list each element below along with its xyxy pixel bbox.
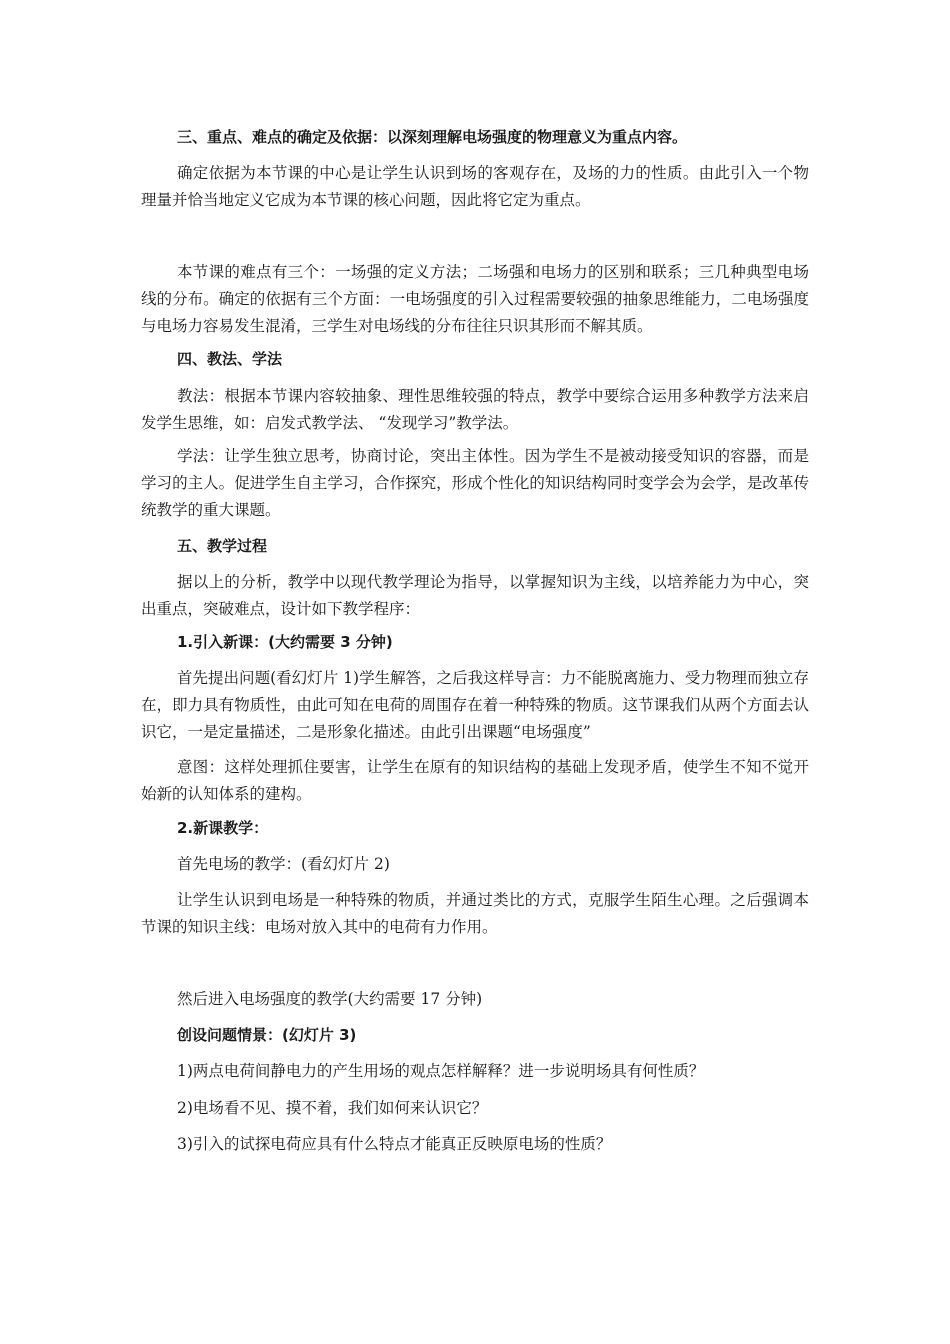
subsection-2-paragraph-3: 然后进入电场强度的教学(大约需要 17 分钟) (177, 990, 483, 1008)
section-3-paragraph-1: 确定依据为本节课的中心是让学生认识到场的客观存在，及场的力的性质。由此引入一个物理量并恰当地定义它成为本节课的核心问题，因此将它定为重点。 (141, 164, 809, 209)
question-3: 3)引入的试探电荷应具有什么特点才能真正反映原电场的性质？ (177, 1135, 612, 1153)
section-3-heading: 三、重点、难点的确定及依据：以深刻理解电场强度的物理意义为重点内容。 (177, 128, 688, 146)
section-5-paragraph-1: 据以上的分析，教学中以现代教学理论为指导，以掌握知识为主线，以培养能力为中心，突出重点，突破难点，设计如下教学程序： (141, 573, 809, 618)
problem-scenario-heading: 创设问题情景：(幻灯片 3) (177, 1026, 357, 1044)
section-3-paragraph-2: 本节课的难点有三个：一场强的定义方法；二场强和电场力的区别和联系；三几种典型电场线的分布。确定的依据有三个方面：一电场强度的引入过程需要较强的抽象思维能力，二电场强度与电场力容易发生混淆，三学生对电场线的分布往往只识其形而不解其质。 (141, 263, 809, 335)
subsection-1-paragraph-2: 意图：这样处理抓住要害，让学生在原有的知识结构的基础上发现矛盾，使学生不知不觉开始新的认知体系的建构。 (141, 758, 809, 803)
section-5-heading: 五、教学过程 (177, 537, 268, 555)
subsection-2-paragraph-1: 首先电场的教学：(看幻灯片 2) (177, 855, 390, 873)
question-1: 1)两点电荷间静电力的产生用场的观点怎样解释？进一步说明场具有何性质？ (177, 1062, 705, 1080)
subsection-1-paragraph-1: 首先提出问题(看幻灯片 1)学生解答，之后我这样导言：力不能脱离施力、受力物理而独立存在，即力具有物质性，由此可知在电荷的周围存在着一种特殊的物质。这节课我们从两个方面去认识它，一是定量描述，二是形象化描述。由此引出课题“电场强度” (141, 669, 809, 741)
section-4-heading: 四、教法、学法 (177, 350, 283, 368)
section-4-paragraph-1: 教法：根据本节课内容较抽象、理性思维较强的特点，教学中要综合运用多种教学方法来启发学生思维，如：启发式教学法、 “发现学习”教学法。 (141, 387, 809, 432)
subsection-1-heading: 1.引入新课：(大约需要 3 分钟) (177, 633, 393, 651)
question-2: 2)电场看不见、摸不着，我们如何来认识它？ (177, 1099, 488, 1117)
subsection-2-paragraph-2: 让学生认识到电场是一种特殊的物质，并通过类比的方式，克服学生陌生心理。之后强调本节课的知识主线：电场对放入其中的电荷有力作用。 (141, 891, 809, 936)
subsection-2-heading: 2.新课教学： (177, 819, 269, 837)
section-4-paragraph-2: 学法：让学生独立思考，协商讨论，突出主体性。因为学生不是被动接受知识的容器，而是学习的主人。促进学生自主学习，合作探究，形成个性化的知识结构同时变学会为会学，是改革传统教学的重大课题。 (141, 447, 809, 519)
